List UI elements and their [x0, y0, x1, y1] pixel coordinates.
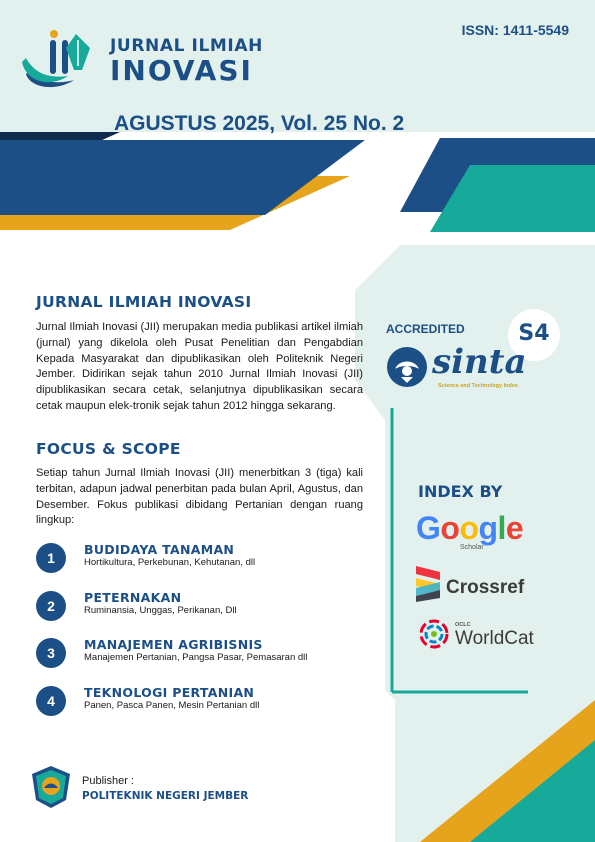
- scope-number-badge: 4: [36, 686, 66, 716]
- journal-logo: [20, 26, 102, 94]
- scope-number-badge: 3: [36, 638, 66, 668]
- scope-item-budidaya: [36, 540, 356, 574]
- about-paragraph: Jurnal Ilmiah Inovasi (JII) merupakan media publikasi artikel ilmiah (jurnal) yang dikelola oleh Pusat Penelitian dan Pengabdian Kepada Masyarakat dan dipublikasikan oleh Politeknik Negeri Jember. Didirikan sejak tahun 2010 Jurnal Ilmiah Inovasi (JII) dipublikasikan secara cetak, selanjutnya dipublikasikan secara cetak maupun elek-tronik sejak tahun 2012 hingga sekarang.: [36, 321, 363, 412]
- navy-stripe: [0, 140, 365, 215]
- sinta-wordmark: sinta: [432, 342, 527, 382]
- scope-item-peternakan: [36, 588, 356, 622]
- scope-title: MANAJEMEN AGRIBISNIS: [84, 637, 263, 652]
- google-scholar-logo: [416, 510, 523, 547]
- scope-title: PETERNAKAN: [84, 590, 182, 605]
- google-letter: e: [505, 510, 524, 546]
- publisher-label: Publisher :: [82, 775, 134, 787]
- worldcat-wordmark: WorldCat: [455, 628, 534, 649]
- scope-number-badge: 1: [36, 543, 66, 573]
- google-letter: l: [497, 510, 506, 546]
- scope-item-teknologi: [36, 683, 356, 717]
- about-heading: JURNAL ILMIAH INOVASI: [36, 293, 252, 311]
- sinta-grade-badge: S4: [518, 321, 550, 346]
- accredited-label: ACCREDITED: [386, 322, 465, 336]
- index-by-heading: INDEX BY: [418, 482, 503, 501]
- google-letter: G: [416, 510, 441, 546]
- journal-name-line1: JURNAL ILMIAH: [110, 36, 263, 56]
- google-letter: g: [478, 510, 498, 546]
- scope-subtitle: Manajemen Pertanian, Pangsa Pasar, Pemasaran dll: [84, 652, 308, 663]
- scope-item-agribisnis: [36, 635, 356, 669]
- issue-date-volume: AGUSTUS 2025, Vol. 25 No. 2: [114, 112, 405, 135]
- focus-scope-paragraph: Setiap tahun Jurnal Ilmiah Inovasi (JII) menerbitkan 3 (tiga) kali terbitan, adapun jadwal penerbitan pada bulan April, Agustus, dan Desember. Fokus publikasi dibidang Pertanian dengan ruang lingkup:: [36, 467, 363, 527]
- scope-subtitle: Hortikultura, Perkebunan, Kehutanan, dll: [84, 557, 256, 568]
- scope-number-badge: 2: [36, 591, 66, 621]
- issn-number: ISSN: 1411-5549: [461, 22, 569, 38]
- scope-subtitle: Ruminansia, Unggas, Perikanan, Dll: [84, 605, 237, 616]
- worldcat-icon: [418, 618, 450, 650]
- crossref-wordmark: Crossref: [446, 577, 525, 598]
- polije-logo-icon: [30, 764, 72, 810]
- focus-scope-heading: FOCUS & SCOPE: [36, 440, 181, 458]
- oclc-label: OCLC: [455, 622, 471, 628]
- publisher-name: POLITEKNIK NEGERI JEMBER: [82, 790, 249, 802]
- sinta-garuda-icon: [385, 345, 429, 389]
- journal-name: [110, 36, 263, 86]
- crossref-icon: [416, 566, 440, 602]
- scope-title: TEKNOLOGI PERTANIAN: [84, 685, 255, 700]
- sinta-tagline: Science and Technology Index: [438, 383, 518, 389]
- google-scholar-label: Scholar: [460, 544, 484, 551]
- scope-subtitle: Panen, Pasca Panen, Mesin Pertanian dll: [84, 700, 260, 711]
- journal-name-line2: INOVASI: [110, 54, 253, 87]
- google-letter: o: [440, 510, 460, 546]
- scope-title: BUDIDAYA TANAMAN: [84, 542, 235, 557]
- google-letter: o: [459, 510, 479, 546]
